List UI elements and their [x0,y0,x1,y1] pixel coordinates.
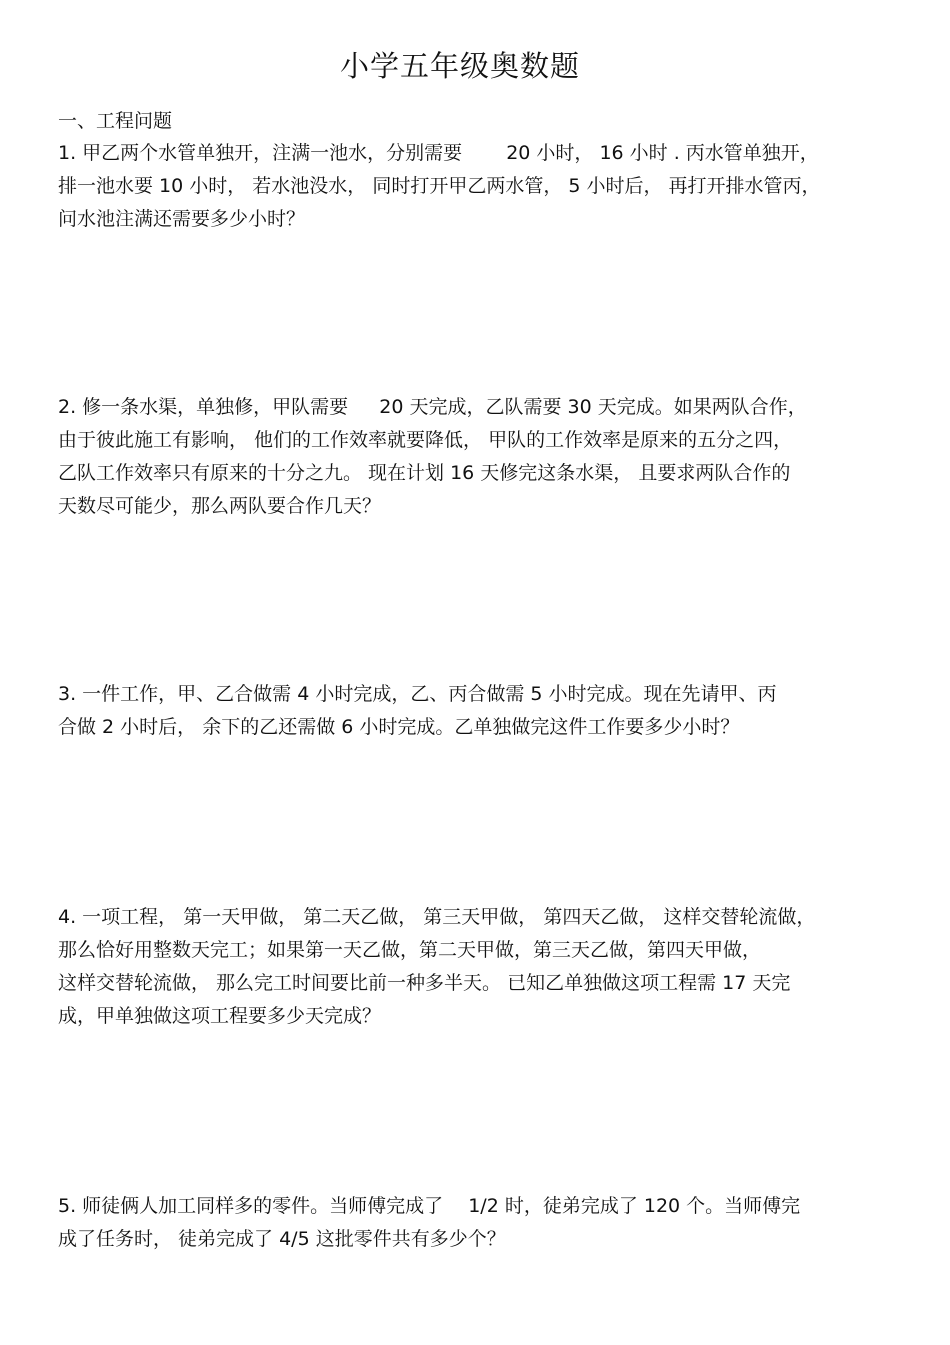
problem-line: 那么恰好用整数天完工；如果第一天乙做，第二天甲做，第三天乙做，第四天甲做， [58,939,762,961]
problem-line: 这样交替轮流做， 那么完工时间要比前一种多半天。 已知乙单独做这项工程需 17 天完 [58,972,791,994]
problem-line: 4. 一项工程， 第一天甲做， 第二天乙做， 第三天甲做， 第四天乙做， 这样交替轮流做， [58,906,816,928]
problem-line: 天数尽可能少，那么两队要合作几天？ [58,495,382,517]
problem-line: 2. 修一条水渠，单独修，甲队需要 20 天完成，乙队需要 30 天完成。如果两队合作， [58,396,807,418]
problem-line: 成了任务时， 徒弟完成了 4/5 这批零件共有多少个？ [58,1228,506,1250]
problem-1 [58,137,898,236]
section-heading: 一、工程问题 [58,110,173,132]
problem-line: 3. 一件工作，甲、乙合做需 4 小时完成，乙、丙合做需 5 小时完成。现在先请甲、丙 [58,683,777,705]
problem-line: 由于彼此施工有影响， 他们的工作效率就要降低， 甲队的工作效率是原来的五分之四， [58,429,793,451]
problem-line: 1. 甲乙两个水管单独开，注满一池水，分别需要 20 小时， 16 小时 . 丙水管单独开， [58,142,819,164]
problem-line: 合做 2 小时后， 余下的乙还需做 6 小时完成。乙单独做完这件工作要多少小时？ [58,716,740,738]
problem-2 [58,391,898,523]
page-title: 小学五年级奥数题 [339,49,580,83]
problem-line: 乙队工作效率只有原来的十分之九。 现在计划 16 天修完这条水渠， 且要求两队合作的 [58,462,791,484]
problem-4 [58,901,898,1033]
problem-5 [58,1190,898,1256]
problem-line: 问水池注满还需要多少小时？ [58,208,306,230]
problem-line: 排一池水要 10 小时， 若水池没水， 同时打开甲乙两水管， 5 小时后， 再打开排水管丙， [58,175,821,197]
problem-line: 5. 师徒俩人加工同样多的零件。当师傅完成了 1/2 时，徒弟完成了 120 个。当师傅完 [58,1195,801,1217]
problem-line: 成，甲单独做这项工程要多少天完成？ [58,1005,382,1027]
problem-3 [58,678,898,744]
